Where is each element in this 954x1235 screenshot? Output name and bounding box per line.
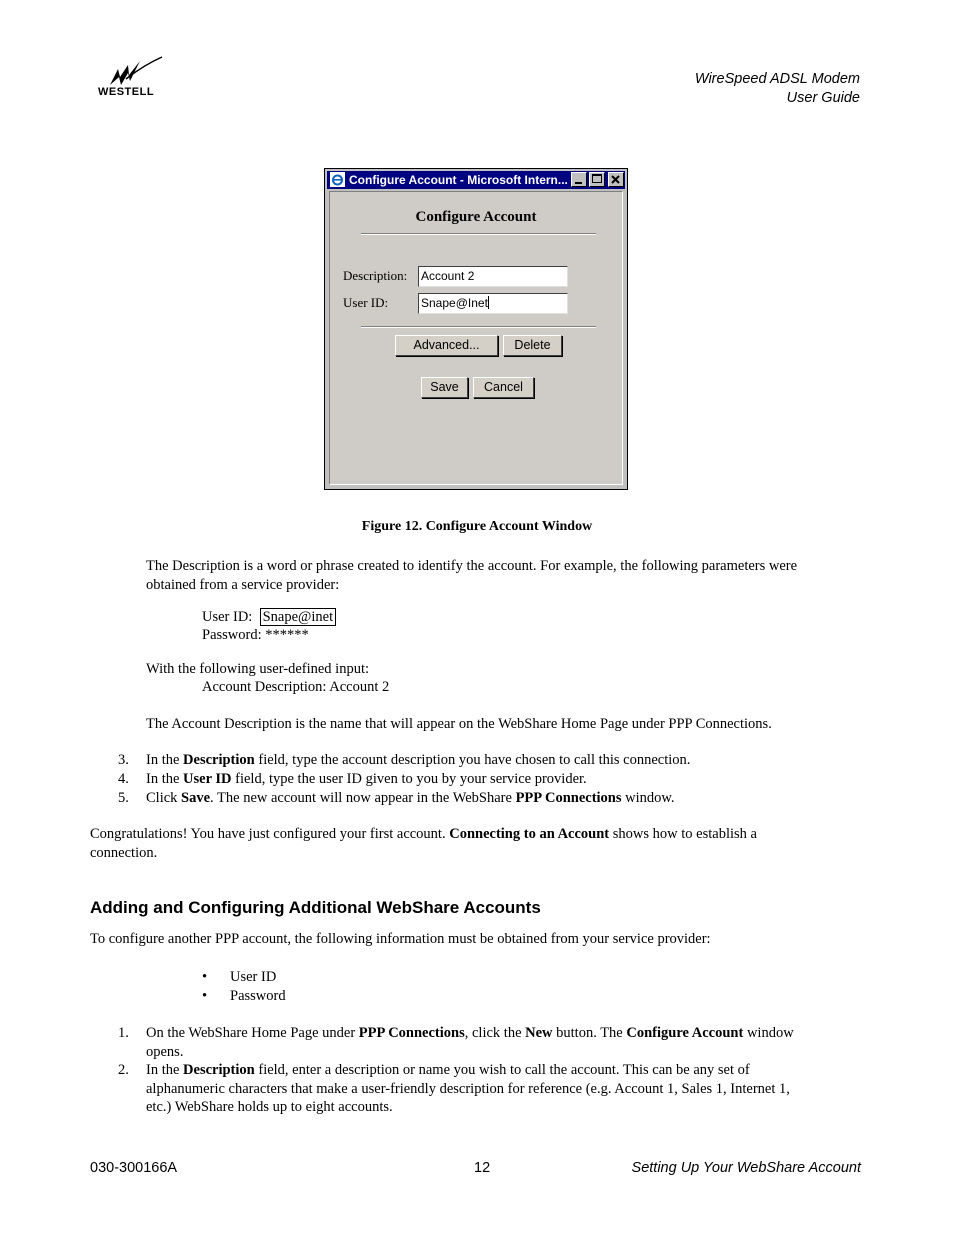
step-text: . The new account will now appear in the WebShare: [210, 790, 516, 806]
section-heading: Adding and Configuring Additional WebShare Accounts: [90, 898, 541, 917]
step-4: [118, 770, 587, 789]
window-title: Configure Account - Microsoft Intern...: [349, 173, 568, 187]
description-input[interactable]: Account 2: [418, 266, 568, 287]
description-label: Description:: [343, 268, 408, 283]
congrats-line2: connection.: [90, 844, 158, 861]
congratulations-paragraph: [90, 825, 757, 862]
step-text: In the: [146, 771, 184, 787]
close-button[interactable]: [608, 172, 624, 187]
step-text-line2: opens.: [146, 1043, 184, 1060]
example-userid: [202, 608, 336, 627]
maximize-button[interactable]: [589, 172, 605, 187]
step-number: 2.: [118, 1062, 129, 1078]
bullet-icon: •: [202, 969, 208, 985]
footer-doc-number: 030-300166A: [90, 1160, 178, 1176]
step-text: On the WebShare Home Page under: [146, 1025, 359, 1041]
example-userid-value: Snape@inet: [260, 608, 337, 626]
account-description-example: Account Description: Account 2: [202, 679, 390, 695]
userid-value: Snape@Inet: [421, 296, 488, 310]
step-number: 4.: [118, 771, 129, 787]
user-input-label: With the following user-defined input:: [146, 661, 370, 677]
divider: [361, 326, 596, 328]
step-number: 3.: [118, 752, 129, 768]
step-3: [118, 751, 690, 770]
step-text: field, type the account description you have chosen to call this connection.: [254, 752, 691, 768]
step-text: Click: [146, 790, 182, 806]
congrats-link-term: Connecting to an Account: [449, 826, 610, 842]
step-text: In the: [146, 752, 184, 768]
footer-page-number: 12: [474, 1160, 491, 1176]
intro-line2: obtained from a service provider:: [146, 576, 340, 593]
step-bold-term: User ID: [183, 771, 232, 787]
internet-explorer-icon: [330, 172, 345, 187]
step-bold-term: Configure Account: [626, 1025, 744, 1041]
step-text: window: [743, 1025, 794, 1041]
congrats-text: shows how to establish a: [609, 826, 757, 842]
step-number: 5.: [118, 790, 129, 806]
bullet-text: Password: [230, 988, 286, 1004]
step-bold-term: Save: [181, 790, 211, 806]
step-text-line3: etc.) WebShare holds up to eight accounts.: [146, 1099, 393, 1115]
figure-caption: Figure 12. Configure Account Window: [361, 519, 593, 534]
step-text: window.: [621, 790, 675, 806]
configure-account-window: [324, 168, 628, 490]
userid-label: User ID:: [343, 295, 389, 310]
maximize-icon: [592, 174, 602, 183]
section-intro: To configure another PPP account, the following information must be obtained from your service provider:: [90, 931, 711, 947]
step-bold-term: PPP Connections: [358, 1025, 465, 1041]
step-text: , click the: [464, 1025, 526, 1041]
congrats-text: Congratulations! You have just configured your first account.: [90, 826, 450, 842]
header-title-line1: WireSpeed ADSL Modem: [694, 71, 860, 87]
minimize-button[interactable]: [571, 172, 587, 187]
step-text: field, enter a description or name you wish to call the account. This can be any set of: [254, 1062, 750, 1078]
cancel-button[interactable]: Cancel: [473, 377, 534, 398]
document-header: [695, 70, 860, 108]
header-title-line2: User Guide: [786, 90, 860, 106]
example-password: Password: ******: [202, 627, 309, 643]
intro-line1: The Description is a word or phrase created to identify the account. For example, the following parameters were: [146, 558, 798, 574]
step-text: field, type the user ID given to you by your service provider.: [231, 771, 587, 787]
logo-wordmark: WESTELL: [98, 86, 155, 98]
divider: [361, 233, 596, 235]
step-1: [118, 1024, 858, 1061]
step-bold-term: New: [525, 1025, 553, 1041]
westell-logo: [96, 55, 168, 99]
step-2: [118, 1061, 858, 1117]
step-5: [118, 789, 675, 808]
step-bold-term: Description: [183, 752, 255, 768]
text-cursor: [488, 296, 489, 309]
example-userid-label: User ID:: [202, 609, 253, 625]
intro-paragraph: [146, 557, 797, 594]
minimize-icon: [575, 182, 582, 184]
account-description-paragraph: The Account Description is the name that will appear on the WebShare Home Page under PPP Connections.: [146, 716, 772, 732]
delete-button[interactable]: Delete: [503, 335, 562, 356]
userid-input[interactable]: [418, 293, 568, 314]
bullet-item: [202, 987, 286, 1006]
window-titlebar: [327, 171, 625, 189]
form-heading: Configure Account: [415, 209, 537, 225]
bullet-text: User ID: [230, 969, 277, 985]
step-bold-term: Description: [183, 1062, 255, 1078]
bullet-icon: •: [202, 988, 208, 1004]
window-content: [329, 191, 623, 485]
step-number: 1.: [118, 1025, 129, 1041]
step-text: button. The: [552, 1025, 627, 1041]
bullet-item: [202, 968, 277, 987]
footer-section-title: Setting Up Your WebShare Account: [631, 1160, 861, 1176]
step-text-line2: alphanumeric characters that make a user-friendly description for reference (e.g. Account 1, Sales 1, Internet 1,: [146, 1080, 790, 1097]
step-text: In the: [146, 1062, 184, 1078]
advanced-button[interactable]: Advanced...: [395, 335, 498, 356]
step-bold-term: PPP Connections: [515, 790, 622, 806]
save-button[interactable]: Save: [421, 377, 468, 398]
close-icon: [609, 173, 623, 186]
